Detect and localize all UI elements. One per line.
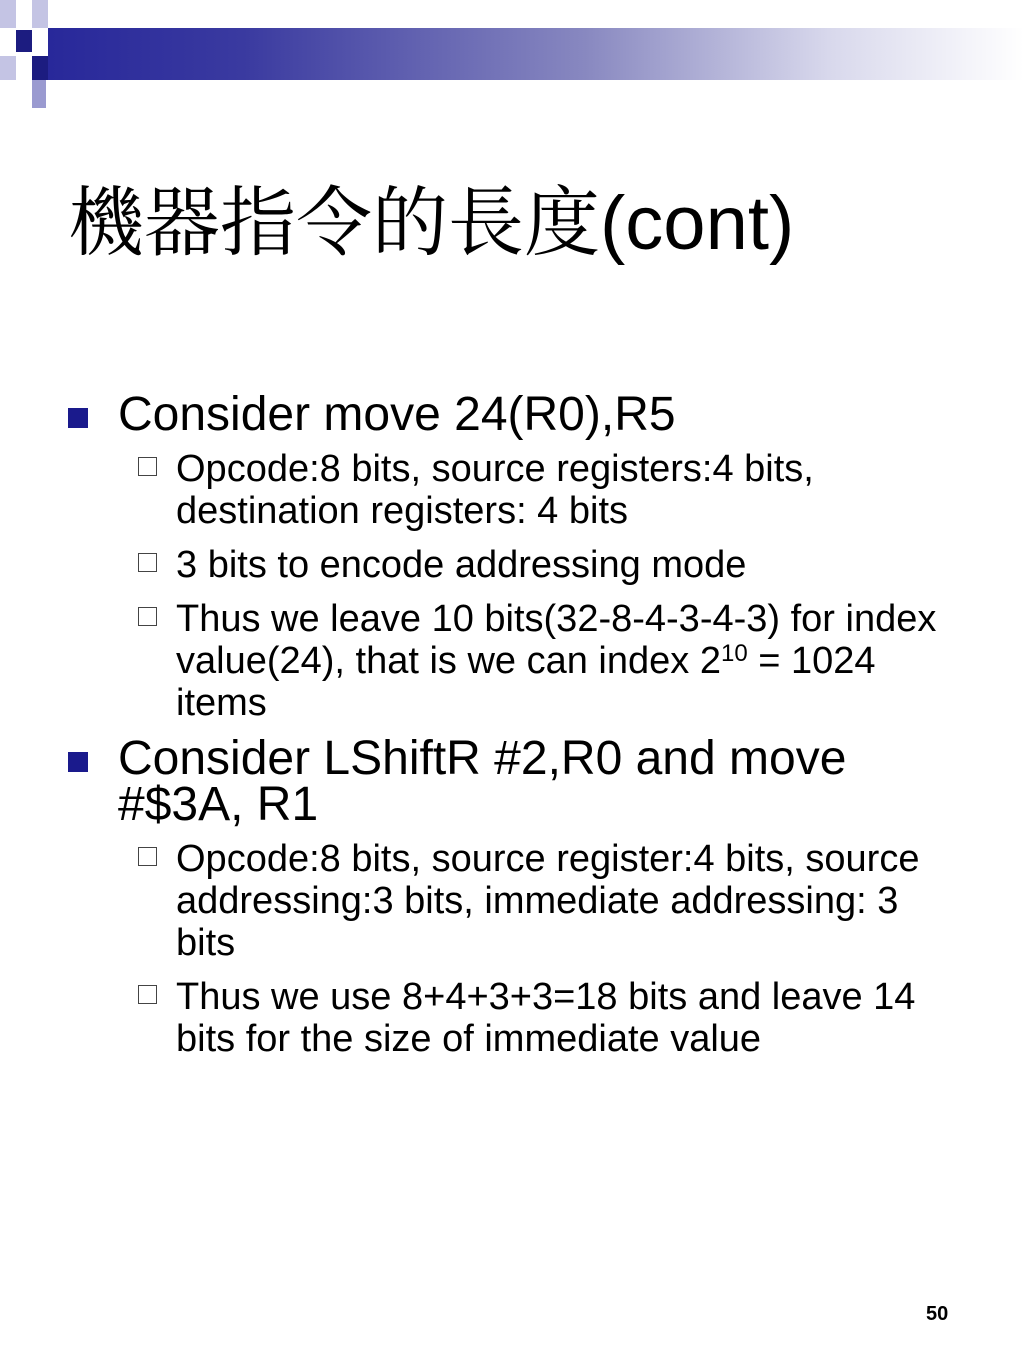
decor-square: [32, 56, 48, 80]
decor-square: [0, 0, 16, 28]
slide-title: 機器指令的長度(cont): [68, 181, 795, 266]
sub-bullet-text: Thus we use 8+4+3+3=18 bits and leave 14 bits for the size of immediate value: [176, 976, 916, 1060]
sub-bullet-text: Opcode:8 bits, source registers:4 bits, destination registers: 4 bits: [176, 448, 814, 532]
slide-body: [68, 388, 968, 1072]
sub-bullet-item: [68, 838, 968, 964]
decor-square: [32, 0, 48, 28]
square-bullet-icon: [68, 408, 88, 428]
square-bullet-icon: [68, 752, 88, 772]
hollow-square-bullet-icon: [138, 457, 157, 476]
sub-bullet-item: [68, 976, 968, 1060]
sub-bullet-text: Thus we leave 10 bits(32-8-4-3-4-3) for index value(24), that is we can index 2: [176, 598, 937, 682]
decor-square: [16, 80, 32, 108]
decor-square: [32, 80, 46, 108]
bullet-item: [68, 732, 968, 831]
hollow-square-bullet-icon: [138, 847, 157, 866]
decor-square: [16, 0, 32, 28]
sub-bullet-text: Opcode:8 bits, source register:4 bits, source addressing:3 bits, immediate addressing: 3 bits: [176, 838, 920, 964]
sub-bullet-item: [68, 598, 968, 724]
bullet-text: Consider move 24(R0),R5: [118, 388, 676, 441]
exponent: 10: [720, 640, 748, 667]
hollow-square-bullet-icon: [138, 607, 157, 626]
decor-square: [0, 28, 16, 56]
sub-bullet-item: [68, 448, 968, 532]
decor-square: [32, 28, 48, 56]
sub-bullet-item: [68, 544, 968, 586]
decor-square: [16, 30, 32, 52]
hollow-square-bullet-icon: [138, 985, 157, 1004]
sub-bullet-text: 3 bits to encode addressing mode: [176, 544, 747, 586]
sub-bullet-text-tail: = 1024 items: [176, 640, 876, 724]
gradient-bar: [48, 28, 1024, 80]
bullet-text: Consider LShiftR #2,R0 and move #$3A, R1: [118, 732, 847, 831]
hollow-square-bullet-icon: [138, 553, 157, 572]
page-number: 50: [926, 1303, 949, 1325]
decor-square: [0, 56, 16, 80]
bullet-item: [68, 388, 968, 441]
